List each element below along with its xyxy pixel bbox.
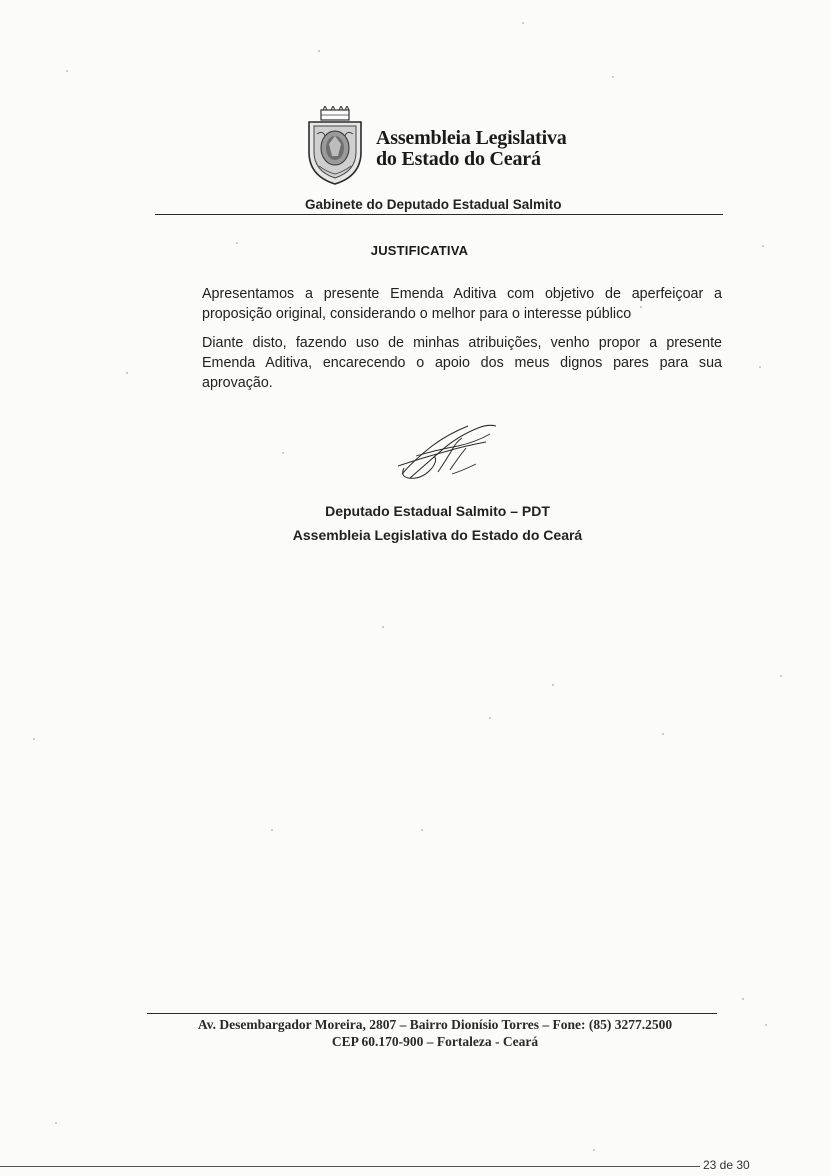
footer-address-line2: CEP 60.170-900 – Fortaleza - Ceará [331, 1034, 539, 1049]
footer-divider [147, 1013, 717, 1014]
header-divider [155, 214, 723, 215]
signer-block [0, 499, 831, 547]
org-name-line2: do Estado do Ceará [376, 148, 541, 170]
page-number: 23 de 30 [703, 1158, 750, 1172]
footer-address-line1: Av. Desembargador Moreira, 2807 – Bairro Dionísio Torres – Fone: (85) 3277.2500 [197, 1017, 673, 1032]
paragraph-2-text: Diante disto, fazendo uso de minhas atribuições, venho propor a presente Emenda Aditiva, encarecendo o apoio dos meus dignos pares para sua aprovação. [202, 335, 722, 391]
handwritten-signature [392, 420, 502, 486]
signer-organization: Assembleia Legislativa do Estado do Ceará [292, 527, 583, 543]
paragraph-1-text: Apresentamos a presente Emenda Aditiva com objetivo de aperfeiçoar a proposição original, considerando o melhor para o interesse público [202, 286, 722, 322]
office-name: Gabinete do Deputado Estadual Salmito [305, 197, 562, 212]
organization-name [376, 128, 567, 170]
footer-address [0, 1016, 831, 1050]
section-heading: JUSTIFICATIVA [370, 243, 469, 258]
org-name-line1: Assembleia Legislativa [376, 127, 567, 149]
paragraph-2 [157, 333, 722, 393]
signer-name: Deputado Estadual Salmito – PDT [325, 503, 550, 519]
bottom-divider [0, 1166, 700, 1167]
paragraph-1 [157, 284, 722, 324]
coat-of-arms-icon [303, 106, 367, 188]
